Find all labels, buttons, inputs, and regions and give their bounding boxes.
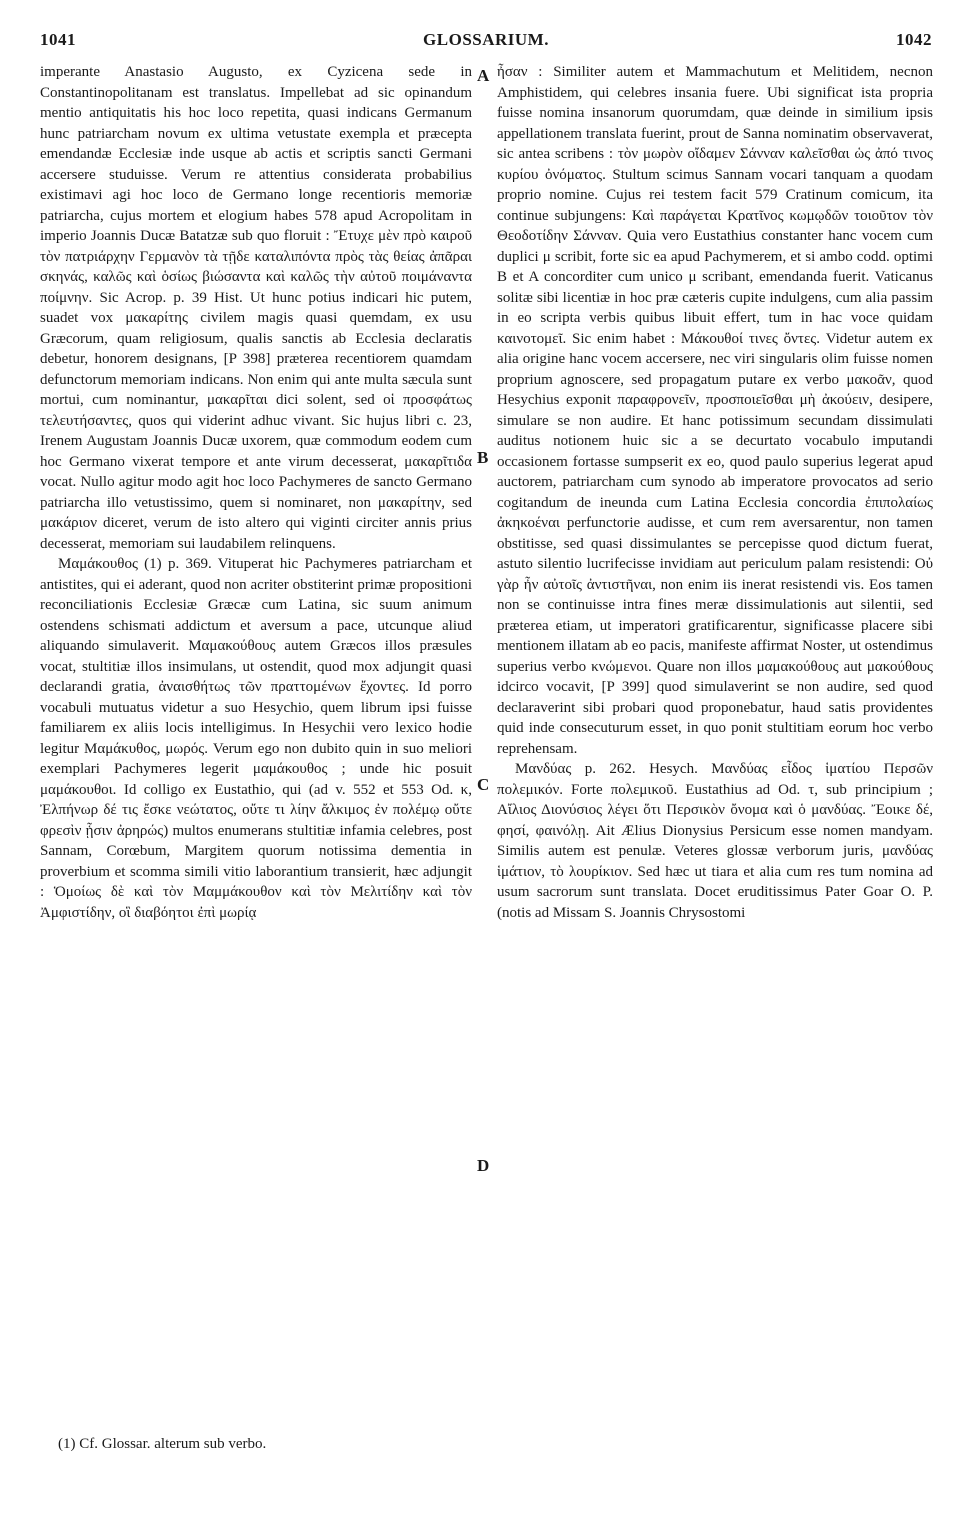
section-marker-a: A [477,66,490,85]
right-column [497,62,933,923]
section-marker-c: C [477,775,490,794]
left-column [40,62,472,923]
page-number-left: 1041 [40,30,76,49]
left-paragraph-continuation: imperante Anastasio Augusto, ex Cyzicena sede in Constantinopolitanam est translatus. Impellebat ad sic opinandum mentio antiquitatis his hoc loco repetita, quasi indicans Germanum hunc patriarcham novum ex ultima vetustate exempla et præcepta emendandæ Ecclesiæ inde usque ab actis et scriptis sancti Germani accersere studuisse. Verum re attentius considerata probabilius existimavi agi hoc loco de Germano longe recentioris memoriæ patriarcha, cujus mortem et elogium habes 578 apud Acropolitam in imperio Joannis Ducæ Batatzæ sub quo floruit : Ἔτυχε μὲν πρὸ καιροῦ τὸν πατριάρχην Γερμανὸν τὰ τῇδε καταλιπόντα πρὸς τὰς θείας ἀπᾶραι σκηνάς, καλῶς καὶ ὁσίως βιώσαντα καὶ καλῶς τὴν αὐτοῦ ποιμάναντα ποίμνην. Sic Acrop. p. 39 Hist. Ut hunc potius indicari hic putem, suadet vox μακαρίτης civilem magis quasi quemdam, ex usu Græcorum, quam religiosum, qualis sanctis ab Ecclesia declaratis debetur, honorem designans, [P 398] præterea recentiorem quamdam defunctorum memoriam indicans. Non enim qui ante multa sæcula sunt mortui, cum nominantur, μακαρῖται dici solent, sed οἱ προσφάτως τελευτήσαντες, quos qui viderint adhuc vivant. Sic hujus libri c. 23, Irenem Augustam Joannis Ducæ uxorem, quæ commodum eodem cum hoc Germano vixerat tempore et ante virum decesserat, μακαρῖτιδα vocat. Nullo agitur modo agit hoc loco Pachymeres de sancto Germano patriarcha illo vetustissimo, quem si nominaret, non μακαρίτην, sed μακάριον diceret, verum de isto altero qui viginti circiter annis prius decesserat, memoriam sui laudabilem relinquens. [40,64,472,552]
entry-mandyas: Μανδύας p. 262. Hesych. Μανδύας εἶδος ἱματίου Περσῶν πολεμικόν. Forte πολεμικοῦ. Eustathius ad Od. τ, sub principium ; Αἴλιος Διονύσιος λέγει ὅτι Περσικὸν ὄνομα καὶ ὁ μανδύας. Ἔοικε δέ, φησί, φαινόλῃ. Ait Ælius Dionysius Persicum esse nomen mandyam. Similis autem est penulæ. Veteres glossæ verborum juris, μανδύας ἱμάτιον, τὸ λουρίκιον. Sed hæc ut tiara et alia cum res tum nomina ad usum sacrorum sunt translata. Docet eruditissimus Pater Goar O. P. (notis ad Missam S. Joannis Chrysostomi [497,761,933,921]
page-number-right: 1042 [896,30,932,49]
footnote: (1) Cf. Glossar. alterum sub verbo. [58,1436,267,1452]
section-marker-b: B [477,448,489,467]
section-marker-d: D [477,1156,490,1175]
entry-mamakouthos: Μαμάκουθος (1) p. 369. Vituperat hic Pachymeres patriarcham et antistites, qui ei aderant, quod non acriter obstiterint primæ propositioni reconciliationis Ecclesiæ Græcæ cum Latina, sic suum animum ostendens schismati addictum et aversum a pace, utcunque aliud aliquando simulaverit. Μαμακούθους autem Græcos illos præsules vocat, stultitiæ illos insimulans, ut ostendit, quod mox adjungit quasi declarandi gratia, ἀναισθήτως τῶν πραττομένων ἔχοντες. Id porro vocabuli mutuatus videtur a suo Hesychio, quem librum ipsi fuisse familiarem ex aliis locis intelligimus. In Hesychii vero lexico hodie legitur Μαμάκυθος, μωρός. Verum ego non dubito quin in suo meliori exemplari Pachymeres legerit μαμάκουθος ; unde hic posuit μαμάκουθοι. Id colligo ex Eustathio, qui (ad v. 552 et 553 Od. κ, Ἐλπήνωρ δέ τις ἔσκε νεώτατος, οὔτε τι λίην ἄλκιμος ἐν πολέμῳ οὔτε φρεσὶν ᾗσιν ἀρηρώς) multos enumerans stultitiæ infamia celebres, post Sannam, Corœbum, Margitem quorum notissima dementia in proverbium et scomma simili vitio laborantium transierit, hæc adjungit : Ὁμοίως δὲ καὶ τὸν Μαμμάκουθον καὶ τὸν Μελιτίδην καὶ τὸν Ἀμφιστίδην, οἳ διαβόητοι ἐπὶ μωρίᾳ [40,556,472,921]
running-title: GLOSSARIUM. [423,30,549,49]
right-paragraph-continuation: ἦσαν : Similiter autem et Mammachutum et Melitidem, necnon Amphistidem, qui celebres insania fuere. Ubi significat ista propria fuisse nomina insanorum quorumdam, quæ deinde in similium ipsis appellationem translata fuerint, prout de Sanna nominatim observaverat, sic antea scribens : τὸν μωρὸν οἴδαμεν Σάνναν καλεῖσθαι ὡς ἀπό τινος κυρίου ὀνόματος. Stultum scimus Sannam vocari tanquam a quodam proprio nomine. Cujus rei testem facit 579 Cratinum comicum, ita continue subjungens: Καὶ παράγεται Κρατῖνος κωμῳδῶν τοιοῦτον τὸν Θεοδοτίδην Σάνναν. Quia vero Eustathius constanter hanc vocem cum duplici μ scribit, forte sic ea apud Pachymerem, et si ambo codd. optimi B et A concorditer cum unico μ scribant, emendanda fuerit. Vaticanus solitæ sibi licentiæ in hoc præ cæteris cupite indulgens, cum alia passim in eo scripta verbis quibus libuit effert, tum in hac voce quidam καινοτομεῖ. Sic enim habet : Μάκουθοί τινες ὄντες. Videtur autem ex alia origine hanc vocem accersere, nec viri singularis olim fuisse nomen proprium agnoscere, sed propagatum putare ex verbo μακοᾶν, quod Hesychius exponit παραφρονεῖν, προσποιεῖσθαι μὴ ἀκούειν, desipere, simulare se non audire. Et hanc potissimum secundam dissimulati auditus notionem huic sic a se decurtato vocabulo imputandi occasionem fortasse sumpserit ex eo, quod paulo superius legerat apud auctorem, patriarcham cum synodo ab imperatore provocatos ad serio cogitandum de ineunda cum Latina Ecclesia concordia ἐπιπολαίως ἀκηκοέναι perfunctorie audisse, et cum rem aversarentur, non tamen obstitisse, sed quasi dissimulantes se percepisse quod dictum fuerat, astuto silentio lucrifecisse invidiam aut periculum palam resistendi: Οὐ γὰρ ἦν αὐτοῖς ἀντιστῆναι, non enim iis inerat resistendi vis. Eos tamen non se continuisse intra fines meræ dissimulationis aut silentii, sed præterea etiam, ut imperatori gratificarentur, significasse placere sibi mentionem illatam ab eo pacis, manifeste affirmat Noster, ut ostendimus superius verbo κνώμενοι. Quare non illos μαμακούθους aut μακούθους idcirco vocavit, [P 399] quod simulaverint se non audire, sed quod declaraverint sibi probari quod proponebatur, haud satis providentes quid inde consecuturum esset, in quo ponit stultitiam eorum hoc verbo reprehensam. [497,64,933,757]
running-header [40,30,932,56]
